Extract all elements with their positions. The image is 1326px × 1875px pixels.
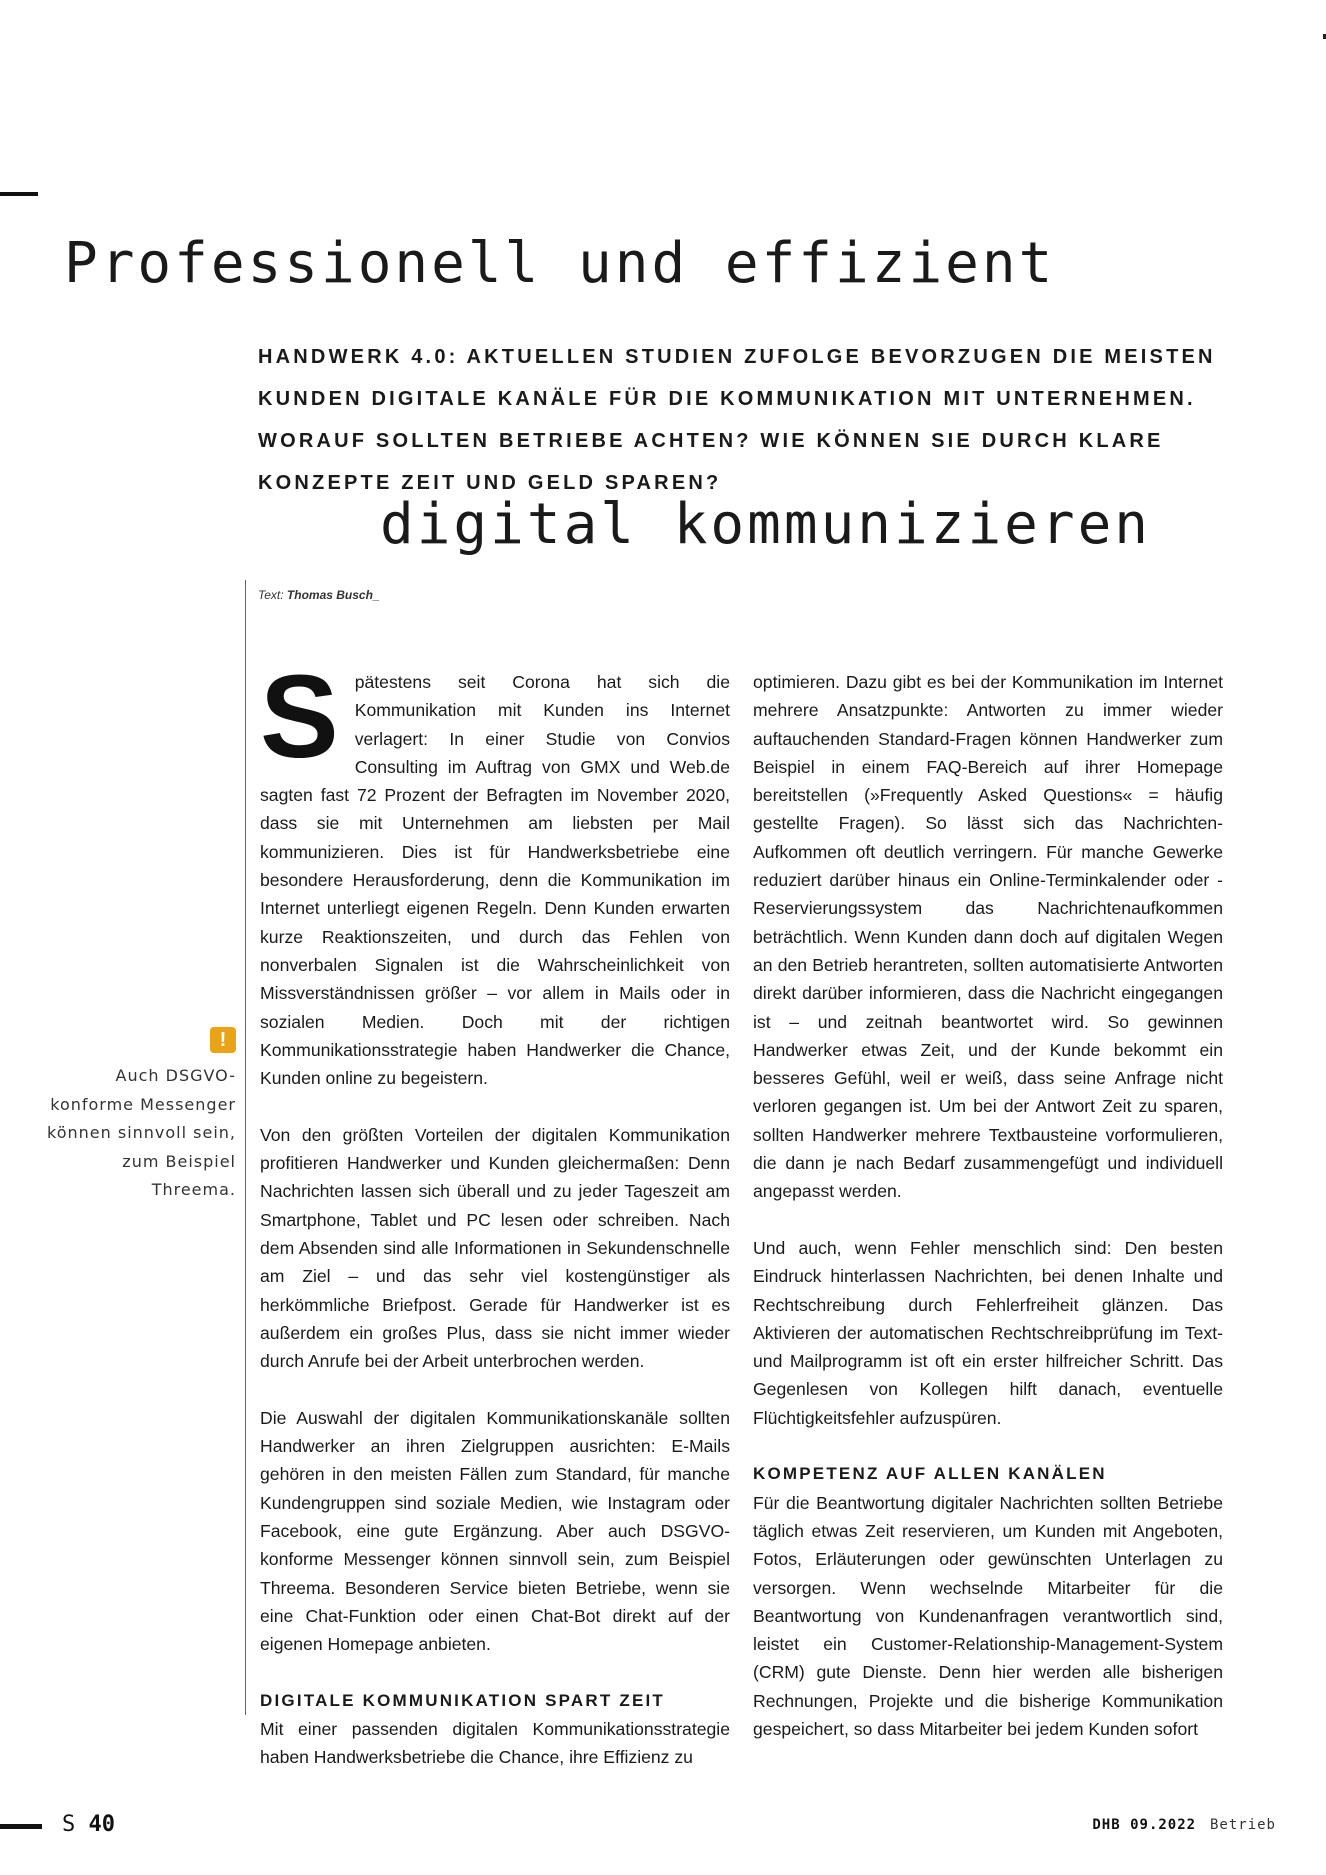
section-name: Betrieb xyxy=(1209,1817,1276,1833)
paragraph-6: Für die Beantwortung digitaler Nachrichten sollten Betriebe täglich etwas Zeit reservieren, um Kunden mit Angeboten, Fotos, Erläuterungen oder gewünschten Unterlagen zu versorgen. Wenn wechselnde Mitarbeiter für die Beantwortung von Kundenanfragen verantwortlich sind, leistet ein Customer-Relationship-Management-System (CRM) gute Dienste. Denn hier werden alle bisherigen Rechnungen, Projekte und die bisherige Kommunikation gespeichert, so dass Mitarbeiter bei jedem Kunden sofort xyxy=(753,1492,1223,1739)
subheading-2: KOMPETENZ AUF ALLEN KANÄLEN xyxy=(753,1464,1107,1484)
page-number xyxy=(62,1812,115,1837)
paragraph-4: Mit einer passenden digitalen Kommunikationsstrategie haben Handwerksbetriebe die Chance, ihre Effizienz zu xyxy=(260,1718,730,1768)
article-column-2 xyxy=(753,668,1223,1743)
article-column-1 xyxy=(260,651,730,1772)
footer-issue xyxy=(1092,1816,1276,1833)
sidebar-note: Auch DSGVO-konforme Messenger können sinnvoll sein, zum Beispiel Threema. xyxy=(47,1066,236,1199)
paragraph-1 xyxy=(260,651,730,1092)
paragraph-1-text: pätestens seit Corona hat sich die Kommunikation mit Kunden ins Internet verlagert: In einer Studie von Convios Consulting im Auftrag von GMX und Web.de sagten fast 72 Prozent der Befragten im November 2020, dass sie mit Unternehmen am liebsten per Mail kommunizieren. Dies ist für Handwerksbetriebe eine besondere Herausforderung, denn die Kommunikation im Internet unterliegt eigenen Regeln. Denn Kunden erwarten kurze Reaktionszeiten, und durch das Fehlen von nonverbalen Signalen ist die Wahrscheinlichkeit von Missverständnissen größer – vor allem in Mails oder in sozialen Medien. Doch mit der richtigen Kommunikationsstrategie haben Handwerker die Chance, Kunden online zu begeistern. xyxy=(260,672,730,1089)
page-number-value: 40 xyxy=(88,1812,115,1837)
author-prefix: Text: xyxy=(258,588,284,602)
paragraph-5: Und auch, wenn Fehler menschlich sind: Den besten Eindruck hinterlassen Nachrichten, bei denen Inhalte und Rechtschreibung durch Fehlerfreiheit glänzen. Das Aktivieren der automatischen Rechtschreibprüfung im Text- und Mailprogramm ist oft ein erster hilfreicher Schritt. Das Gegenlesen von Kollegen hilft danach, eventuelle Flüchtigkeitsfehler aufzuspüren. xyxy=(753,1237,1223,1428)
subheading-1: DIGITALE KOMMUNIKATION SPART ZEIT xyxy=(260,1690,666,1710)
header-rule xyxy=(0,192,38,196)
magazine-issue: DHB 09.2022 xyxy=(1092,1817,1197,1833)
page-prefix: S xyxy=(62,1812,76,1837)
headline-line-1: Professionell und effizient xyxy=(64,231,1056,296)
author-name: Thomas Busch_ xyxy=(286,588,380,602)
paragraph-3: Die Auswahl der digitalen Kommunikationskanäle sollten Handwerker an ihren Zielgruppen ausrichten: E-Mails gehören in den meisten Fällen zum Standard, für manche Kundengruppen sind soziale Medien, wie Instagram oder Facebook, eine gute Ergänzung. Aber auch DSGVO-konforme Messenger können sinnvoll sein, zum Beispiel Threema. Besonderen Service bieten Betriebe, wenn sie eine Chat-Funktion oder einen Chat-Bot direkt auf der eigenen Homepage anbieten. xyxy=(260,1407,730,1655)
lead-paragraph: HANDWERK 4.0: AKTUELLEN STUDIEN ZUFOLGE BEVORZUGEN DIE MEISTEN KUNDEN DIGITALE KANÄLE FÜR DIE KOMMUNIKATION MIT UNTERNEHMEN. WORAUF SOLLTEN BETRIEBE ACHTEN? WIE KÖNNEN SIE DURCH KLARE KONZEPTE ZEIT UND GELD SPAREN? xyxy=(258,346,1216,494)
paragraph-2: Von den größten Vorteilen der digitalen Kommunikation profitieren Handwerker und Kunden gleichermaßen: Denn Nachrichten lassen sich überall und zu jeder Tageszeit am Smartphone, Tablet und PC lesen oder schreiben. Nach dem Absenden sind alle Informationen in Sekundenschnelle am Ziel – und das sehr viel kostengünstiger als herkömmliche Briefpost. Gerade für Handwerker ist es außerdem ein großes Plus, dass sie nicht immer wieder durch Anrufe bei der Arbeit unterbrochen werden. xyxy=(260,1124,730,1372)
footer-rule xyxy=(0,1824,42,1829)
column-divider xyxy=(245,580,246,1715)
headline-line-2: digital kommunizieren xyxy=(380,492,1152,557)
exclamation-icon: ! xyxy=(210,1027,236,1053)
drop-cap: S xyxy=(260,651,339,783)
paragraph-4-continued: optimieren. Dazu gibt es bei der Kommunikation im Internet mehrere Ansatzpunkte: Antworten zu immer wieder auftauchenden Standard-Fragen können Handwerker zum Beispiel in einem FAQ-Bereich auf ihrer Homepage bereitstellen (»Frequently Asked Questions« = häufig gestellte Fragen). So lässt sich das Nachrichten-Aufkommen oft deutlich verringern. Für manche Gewerke reduziert darüber hinaus ein Online-Terminkalender oder -Reservierungssystem das Nachrichtenaufkommen beträchtlich. Wenn Kunden dann doch auf digitalen Wegen an den Betrieb herantreten, sollten automatisierte Antworten direkt darüber informieren, dass die Nachricht eingegangen ist – und zeitnah beantwortet wird. So gewinnen Handwerker etwas Zeit, und der Kunde bekommt ein besseres Gefühl, weil er weiß, dass seine Anfrage nicht verloren gegangen ist. Um bei der Antwort Zeit zu sparen, sollten Handwerker mehrere Textbausteine vorformulieren, die dann je nach Bedarf zusammengefügt und individuell angepasst werden. xyxy=(753,672,1223,1202)
author-credit xyxy=(258,588,380,602)
